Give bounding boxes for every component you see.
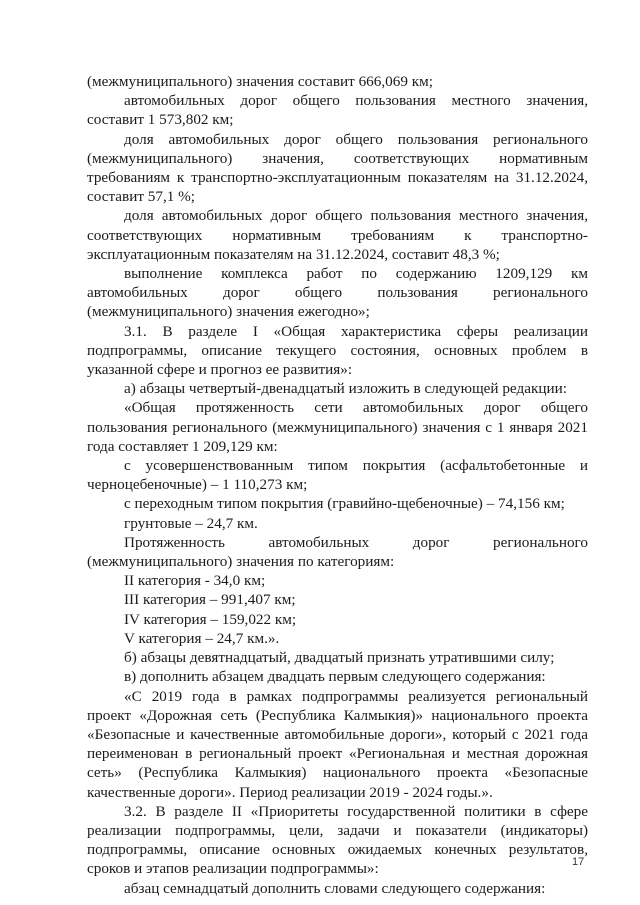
paragraph: с усовершенствованным типом покрытия (асфальтобетонные и черноцебеночные) – 1 110,273 км; <box>87 457 588 494</box>
paragraph: а) абзацы четвертый-двенадцатый изложить в следующей редакции: <box>124 380 567 398</box>
paragraph: 3.2. В разделе II «Приоритеты государственной политики в сфере реализации подпрограммы, цели, задачи и показатели (индикаторы) подпрограммы, описание основных ожидаемых конечных результатов, сроков и этапов реализации подпрограммы»: <box>87 802 588 878</box>
paragraph: б) абзацы девятнадцатый, двадцатый признать утратившими силу; <box>124 649 555 667</box>
paragraph: «Общая протяженность сети автомобильных дорог общего пользования регионального (межмуниципального) значения с 1 января 2021 года составляет 1 209,129 км: <box>87 399 588 455</box>
paragraph: с переходным типом покрытия (гравийно-щебеночные) – 74,156 км; <box>124 495 565 513</box>
paragraph: грунтовые – 24,7 км. <box>124 514 258 532</box>
list-item: V категория – 24,7 км.». <box>124 629 280 647</box>
list-item: IV категория – 159,022 км; <box>124 610 297 628</box>
list-item: II категория - 34,0 км; <box>124 572 266 590</box>
paragraph: выполнение комплекса работ по содержанию 1209,129 км автомобильных дорог общего пользования регионального (межмуниципального) значения ежегодно»; <box>87 265 588 321</box>
list-item: III категория – 991,407 км; <box>124 591 296 609</box>
page-number: 17 <box>572 856 585 868</box>
paragraph: (межмуниципального) значения составит 666,069 км; <box>87 73 433 90</box>
paragraph: доля автомобильных дорог общего пользования регионального (межмуниципального) значения, соответствующих нормативным требованиям к транспортно-эксплуатационным показателям на 31.12.2024, составит 57,1 %; <box>87 130 588 206</box>
paragraph: «С 2019 года в рамках подпрограммы реализуется региональный проект «Дорожная сеть (Республика Калмыкия)» национального проекта «Безопасные и качественные автомобильные дороги», который с 2021 года переименован в региональный проект «Региональная и местная дорожная сеть» (Республика Калмыкия) национального проекта «Безопасные качественные дороги». Период реализации 2019 - 2024 годы.». <box>87 687 588 801</box>
paragraph: в) дополнить абзацем двадцать первым следующего содержания: <box>124 668 546 686</box>
paragraph: автомобильных дорог общего пользования местного значения, составит 1 573,802 км; <box>87 92 588 129</box>
paragraph: Протяженность автомобильных дорог регионального (межмуниципального) значения по категориям: <box>87 533 588 571</box>
document-body <box>87 72 588 898</box>
paragraph: 3.1. В разделе I «Общая характеристика сферы реализации подпрограммы, описание текущего состояния, основных проблем в указанной сфере и прогноз ее развития»: <box>87 322 588 379</box>
paragraph: доля автомобильных дорог общего пользования местного значения, соответствующих нормативным требованиям к транспортно-эксплуатационным показателям на 31.12.2024, составит 48,3 %; <box>87 207 588 263</box>
paragraph: абзац семнадцатый дополнить словами следующего содержания: <box>124 879 546 897</box>
